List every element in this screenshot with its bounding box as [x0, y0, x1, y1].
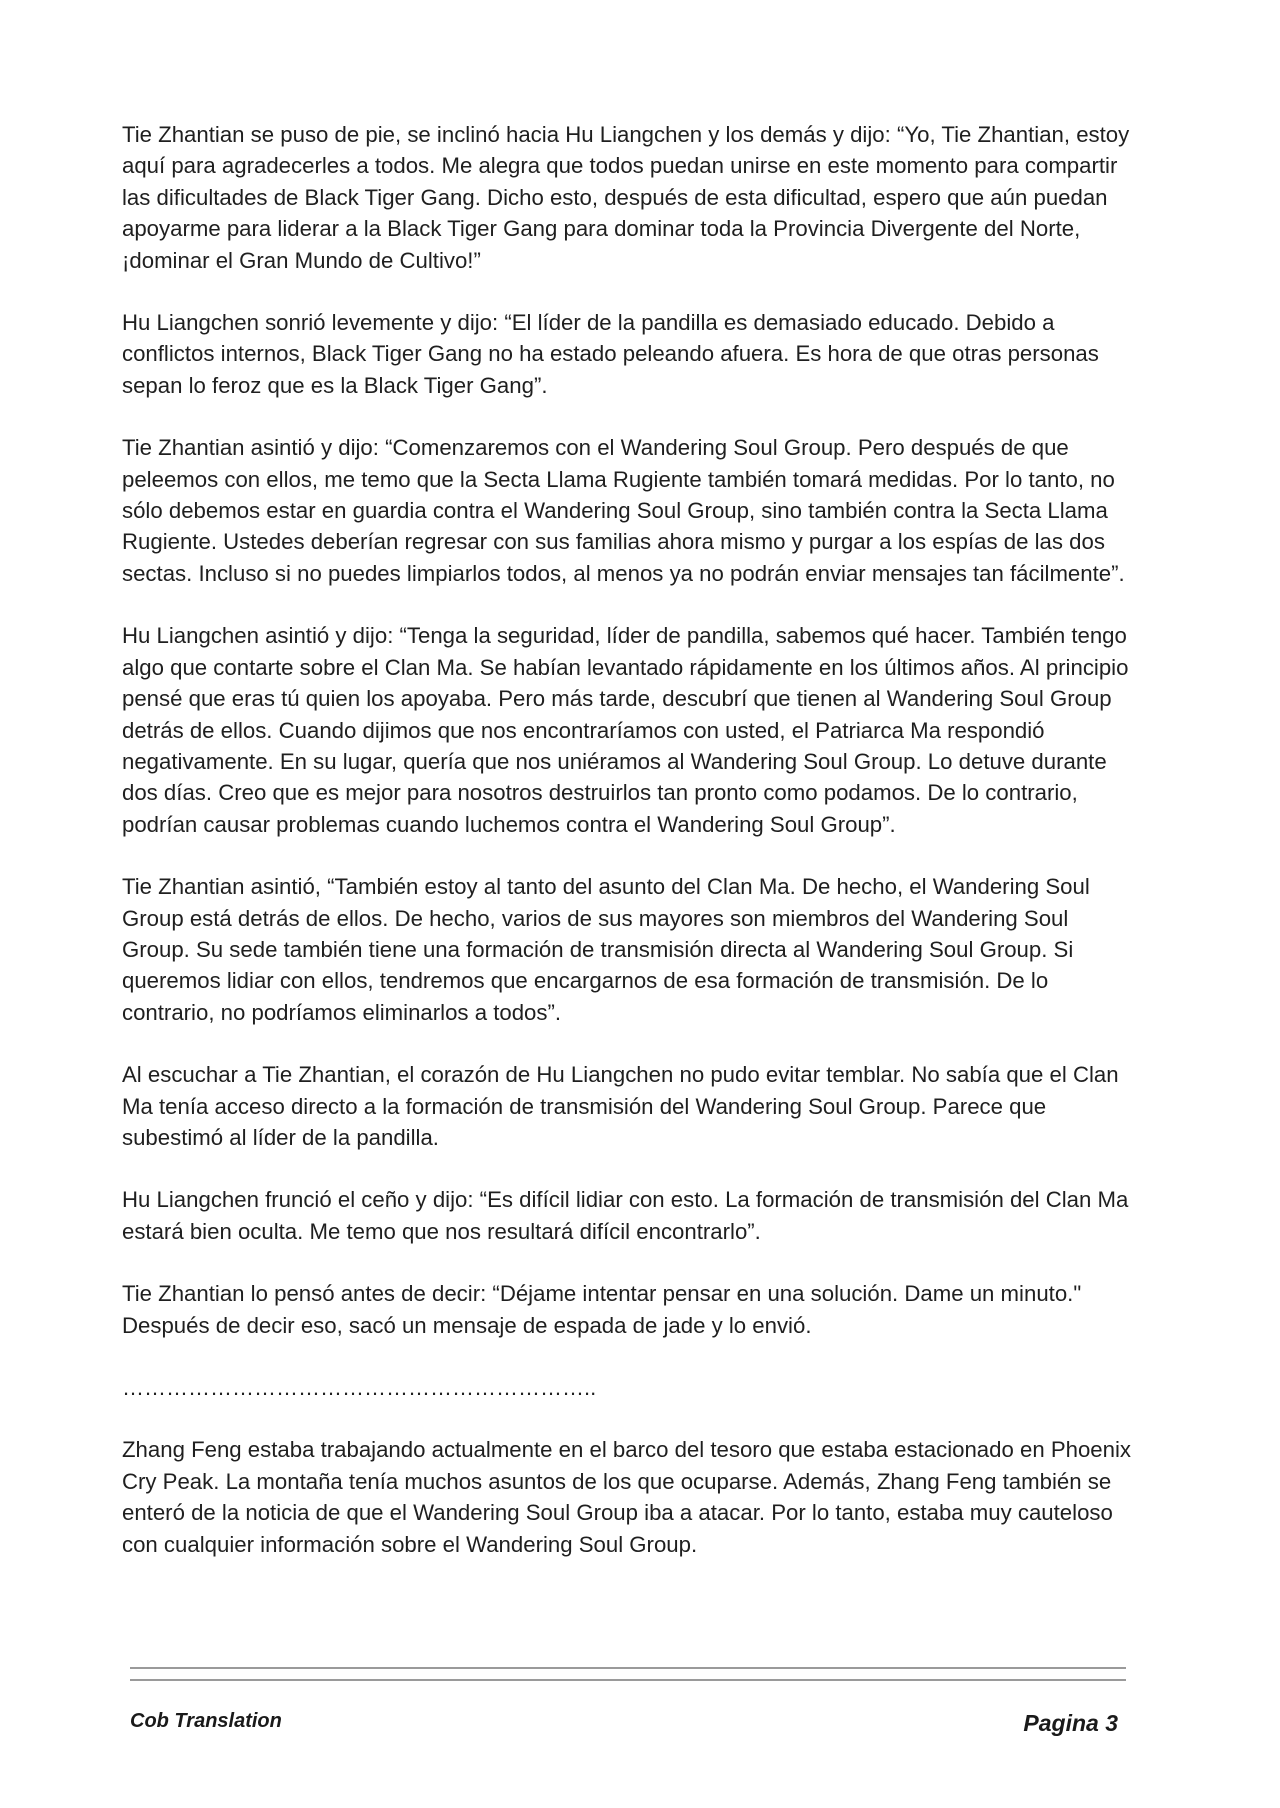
footer-rule-top [130, 1667, 1126, 1669]
footer-credit: Cob Translation [130, 1710, 282, 1732]
paragraph-3: Tie Zhantian asintió y dijo: “Comenzaremos con el Wandering Soul Group. Pero después de que peleemos con ellos, me temo que la Secta Llama Rugiente también tomará medidas. Por lo tanto, no sólo debemos estar en guardia contra el Wandering Soul Group, sino también contra la Secta Llama Rugiente. Ustedes deberían regresar con sus familias ahora mismo y purgar a los espías de las dos sectas. Incluso si no puedes limpiarlos todos, al menos ya no podrán enviar mensajes tan fácilmente”. [122, 435, 1125, 586]
footer-rules [130, 1667, 1126, 1681]
page-body [122, 119, 1132, 1591]
paragraph-8: Tie Zhantian lo pensó antes de decir: “Déjame intentar pensar en una solución. Dame un minuto." Después de decir eso, sacó un mensaje de espada de jade y lo envió. [122, 1281, 1082, 1338]
paragraph-6: Al escuchar a Tie Zhantian, el corazón de Hu Liangchen no pudo evitar temblar. No sabía que el Clan Ma tenía acceso directo a la formación de transmisión del Wandering Soul Group. Parece que subestimó al líder de la pandilla. [122, 1062, 1119, 1150]
closing-paragraph: Zhang Feng estaba trabajando actualmente en el barco del tesoro que estaba estacionado en Phoenix Cry Peak. La montaña tenía muchos asuntos de los que ocuparse. Además, Zhang Feng también se enteró de la noticia de que el Wandering Soul Group iba a atacar. Por lo tanto, estaba muy cauteloso con cualquier información sobre el Wandering Soul Group. [122, 1437, 1132, 1557]
paragraph-4: Hu Liangchen asintió y dijo: “Tenga la seguridad, líder de pandilla, sabemos qué hacer. También tengo algo que contarte sobre el Clan Ma. Se habían levantado rápidamente en los últimos años. Al principio pensé que eras tú quien los apoyaba. Pero más tarde, descubrí que tienen al Wandering Soul Group detrás de ellos. Cuando dijimos que nos encontraríamos con usted, el Patriarca Ma respondió negativamente. En su lugar, quería que nos uniéramos al Wandering Soul Group. Lo detuve durante dos días. Creo que es mejor para nosotros destruirlos tan pronto como podamos. De lo contrario, podrían causar problemas cuando luchemos contra el Wandering Soul Group”. [122, 623, 1129, 837]
page-number: Pagina 3 [1023, 1710, 1118, 1736]
scene-divider: ……………………………………………………….. [122, 1375, 597, 1400]
paragraph-7: Hu Liangchen frunció el ceño y dijo: “Es difícil lidiar con esto. La formación de transmisión del Clan Ma estará bien oculta. Me temo que nos resultará difícil encontrarlo”. [122, 1187, 1129, 1244]
footer-rule-bottom [130, 1679, 1126, 1681]
paragraph-2: Hu Liangchen sonrió levemente y dijo: “El líder de la pandilla es demasiado educado. Debido a conflictos internos, Black Tiger Gang no ha estado peleando afuera. Es hora de que otras personas sepan lo feroz que es la Black Tiger Gang”. [122, 310, 1099, 398]
paragraph-1: Tie Zhantian se puso de pie, se inclinó hacia Hu Liangchen y los demás y dijo: “Yo, Tie Zhantian, estoy aquí para agradecerles a todos. Me alegra que todos puedan unirse en este momento para compartir las dificultades de Black Tiger Gang. Dicho esto, después de esta dificultad, espero que aún puedan apoyarme para liderar a la Black Tiger Gang para dominar toda la Provincia Divergente del Norte, ¡dominar el Gran Mundo de Cultivo!” [122, 122, 1130, 273]
paragraph-5: Tie Zhantian asintió, “También estoy al tanto del asunto del Clan Ma. De hecho, el Wandering Soul Group está detrás de ellos. De hecho, varios de sus mayores son miembros del Wandering Soul Group. Su sede también tiene una formación de transmisión directa al Wandering Soul Group. Si queremos lidiar con ellos, tendremos que encargarnos de esa formación de transmisión. De lo contrario, no podríamos eliminarlos a todos”. [122, 874, 1090, 1025]
